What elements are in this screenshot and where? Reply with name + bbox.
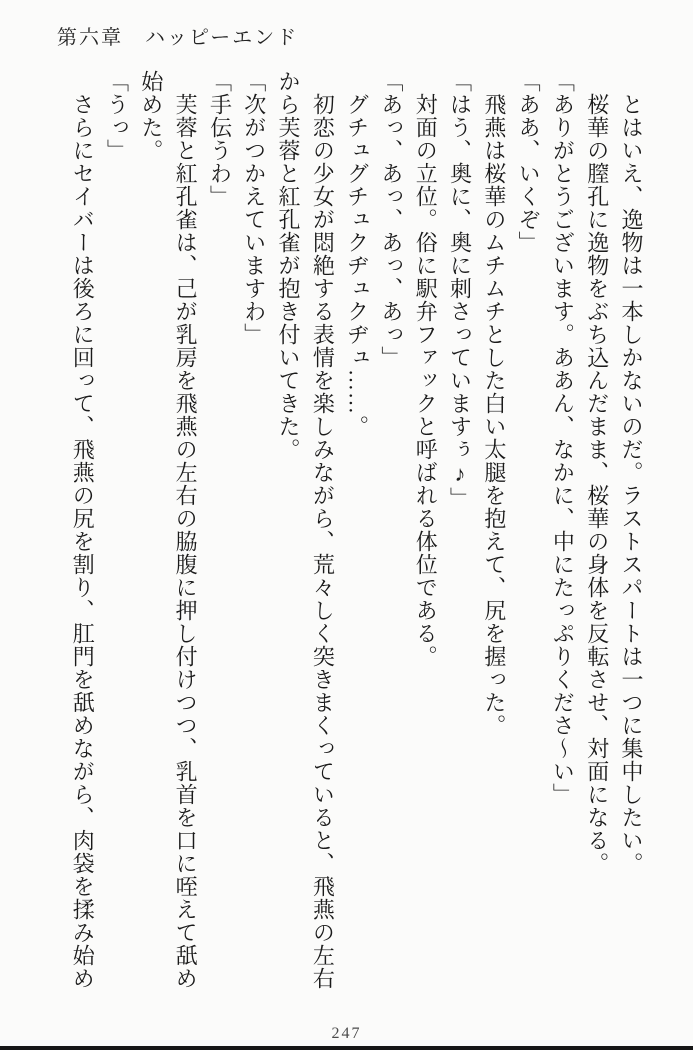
text-line: 「手伝うわ」 <box>207 70 233 208</box>
text-line: 初恋の少女が悶絶する表情を楽しみながら、荒々しく突きまくっていると、飛燕の左右 <box>310 93 336 990</box>
text-line: 対面の立位。俗に駅弁ファックと呼ばれる体位である。 <box>413 93 439 668</box>
text-line: 「はう、奥に、奥に刺さっていますぅ♪」 <box>447 70 473 510</box>
text-line: 始めた。 <box>138 70 164 162</box>
page-number: 247 <box>331 1025 362 1042</box>
text-line: 「ああ、いくぞ」 <box>516 70 542 254</box>
text-line: グチュグチュクヂュクヂュ……。 <box>344 93 370 438</box>
text-line: から芙蓉と紅孔雀が抱き付いてきた。 <box>276 70 302 461</box>
text-line: 桜華の膣孔に逸物をぶち込んだまま、桜華の身体を反転させ、対面になる。 <box>584 93 610 875</box>
page-bottom-edge <box>0 1046 693 1050</box>
text-line: 芙蓉と紅孔雀は、己が乳房を飛燕の左右の脇腹に押し付けつつ、乳首を口に咥えて舐め <box>173 93 199 990</box>
text-line: 飛燕は桜華のムチムチとした白い太腿を抱えて、尻を握った。 <box>481 93 507 737</box>
text-line: とはいえ、逸物は一本しかないのだ。ラストスパートは一つに集中したい。 <box>619 93 644 875</box>
text-line: 「次がつかえていますわ」 <box>241 70 267 346</box>
text-line: 「あっ、あっ、あっ、あっ」 <box>378 70 404 369</box>
text-line: 「ありがとうございます。ああん、なかに、中にたっぷりくださ〜い」 <box>550 70 576 806</box>
text-line: さらにセイバーは後ろに回って、飛燕の尻を割り、肛門を舐めながら、肉袋を揉み始め <box>70 93 96 990</box>
chapter-header: 第六章 ハッピーエンド <box>57 27 299 49</box>
body-text <box>65 70 648 1015</box>
text-line: 「うっ」 <box>104 70 130 162</box>
